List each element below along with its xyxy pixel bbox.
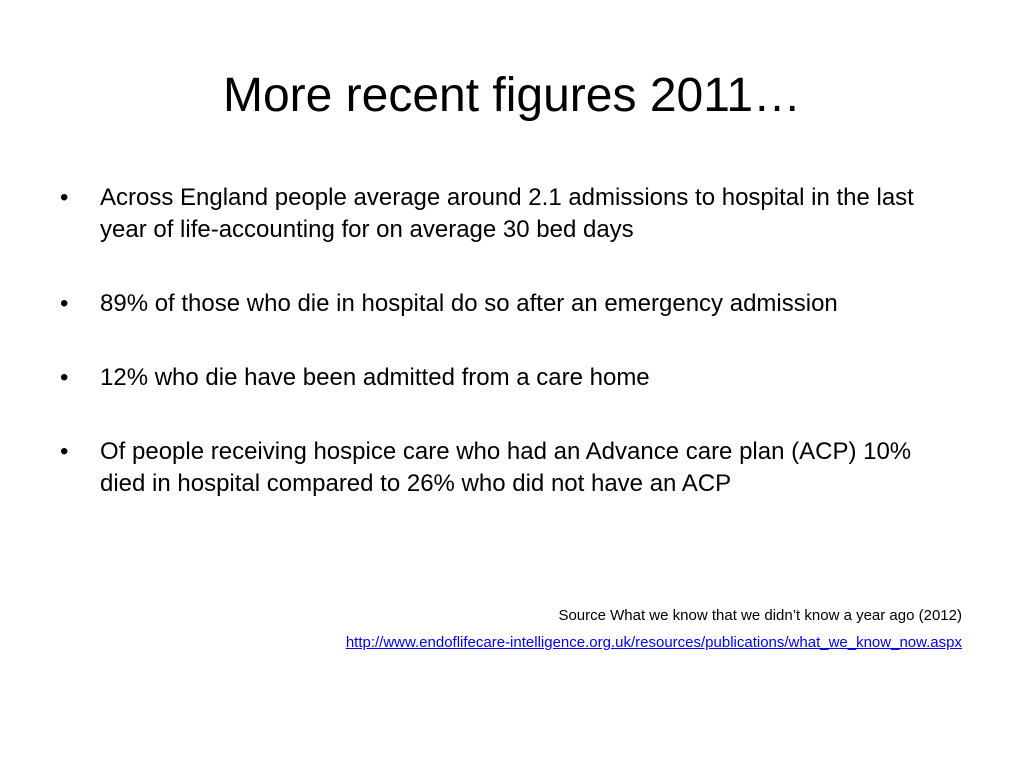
bullet-text: 89% of those who die in hospital do so after an emergency admission bbox=[100, 290, 838, 317]
slide-title: More recent figures 2011… bbox=[222, 69, 802, 122]
bullet-item bbox=[60, 436, 960, 500]
bullet-text: 12% who die have been admitted from a care home bbox=[100, 364, 650, 391]
bullet-marker: • bbox=[60, 290, 69, 317]
source-citation: Source What we know that we didn’t know a year ago (2012) bbox=[558, 607, 962, 624]
bullet-text: Of people receiving hospice care who had an Advance care plan (ACP) 10% died in hospital compared to 26% who did not have an ACP bbox=[100, 438, 912, 497]
source-link[interactable]: http://www.endoflifecare-intelligence.org.uk/resources/publications/what_we_know_now.aspx bbox=[345, 634, 962, 651]
bullet-item bbox=[60, 182, 960, 246]
bullet-item bbox=[60, 362, 960, 394]
bullet-marker: • bbox=[60, 184, 69, 211]
bullet-text: Across England people average around 2.1 admissions to hospital in the last year of life-accounting for on average 30 bed days bbox=[100, 184, 914, 243]
bullet-marker: • bbox=[60, 438, 69, 465]
bullet-marker: • bbox=[60, 364, 69, 391]
bullet-item bbox=[60, 288, 960, 320]
bullet-list bbox=[60, 182, 960, 542]
